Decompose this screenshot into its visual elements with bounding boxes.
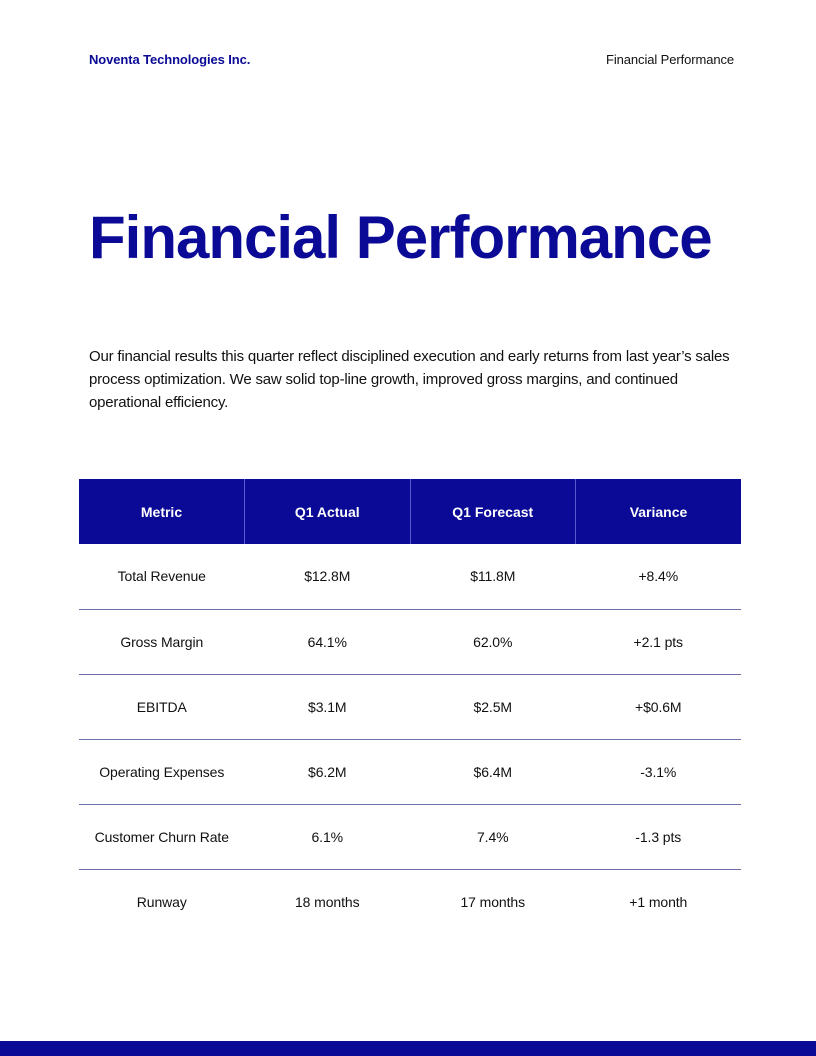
cell-variance: +$0.6M: [635, 698, 682, 715]
column-header-metric: Metric: [140, 503, 183, 520]
cell-metric: Runway: [136, 893, 187, 910]
cell-forecast: 7.4%: [476, 828, 509, 845]
cell-forecast: 62.0%: [473, 633, 513, 650]
cell-metric: Total Revenue: [117, 568, 206, 585]
cell-forecast: 17 months: [460, 893, 525, 910]
table-row: [79, 544, 741, 609]
column-header-variance: Variance: [576, 479, 742, 544]
intro-paragraph: Our financial results this quarter reflect disciplined execution and early returns from last year’s sales process optimization. We saw solid top-line growth, improved gross margins, and continued operational efficiency.: [89, 348, 730, 411]
cell-actual: 18 months: [295, 893, 360, 910]
cell-variance: -3.1%: [640, 763, 677, 780]
cell-forecast: $6.4M: [473, 763, 512, 780]
table-row: [79, 869, 741, 934]
cell-variance: +8.4%: [638, 568, 679, 585]
cell-variance: +2.1 pts: [633, 633, 683, 650]
cell-metric: Operating Expenses: [99, 763, 225, 780]
section-label: Financial Performance: [606, 52, 734, 67]
company-name: Noventa Technologies Inc.: [89, 52, 251, 67]
cell-actual: 64.1%: [307, 633, 347, 650]
table-row: [79, 804, 741, 869]
footer-bar: [0, 1041, 816, 1056]
table-row: [79, 674, 741, 739]
cell-actual: $3.1M: [308, 698, 347, 715]
cell-forecast: $11.8M: [470, 568, 516, 585]
cell-metric: Gross Margin: [120, 633, 204, 650]
cell-actual: $6.2M: [308, 763, 347, 780]
cell-forecast: $2.5M: [473, 698, 512, 715]
cell-metric: Customer Churn Rate: [94, 828, 229, 845]
table-header-row: [79, 479, 741, 544]
cell-variance: -1.3 pts: [635, 828, 682, 845]
page-title: Financial Performance: [89, 204, 712, 271]
cell-metric: EBITDA: [136, 698, 187, 715]
financial-table: [79, 479, 741, 934]
cell-actual: 6.1%: [311, 828, 343, 845]
table-row: [79, 739, 741, 804]
column-header-q1-forecast: Q1 Forecast: [410, 479, 576, 544]
table-row: [79, 609, 741, 674]
cell-actual: $12.8M: [304, 568, 351, 585]
cell-variance: +1 month: [629, 893, 688, 910]
column-header-q1-actual: Q1 Actual: [245, 479, 411, 544]
